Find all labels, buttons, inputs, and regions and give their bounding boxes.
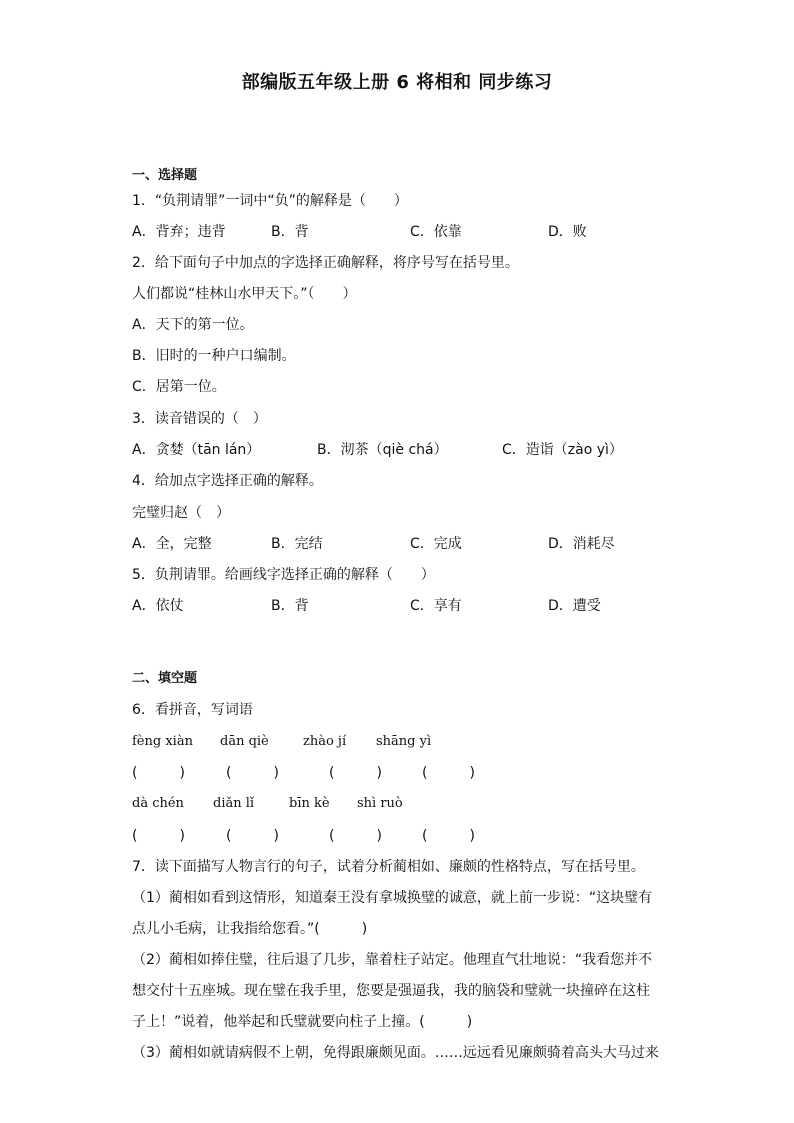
q4-option-d: D．消耗尽 (548, 536, 615, 552)
q5-option-a: A．依仗 (132, 598, 184, 614)
q2-option-c: C．居第一位。 (132, 379, 226, 395)
pinyin-8: shì ruò (357, 796, 403, 811)
pinyin-5: dà chén (132, 796, 184, 811)
question-4-sentence: 完璧归赵（ ） (132, 505, 230, 521)
q7-passage-3-line-1: （3）蔺相如就请病假不上朝，免得跟廉颇见面。……远远看见廉颇骑着高头大马过来 (132, 1045, 659, 1061)
q3-option-b: B．沏茶（qiè chá） (317, 442, 448, 458)
pinyin-3: zhào jí (303, 734, 347, 749)
pinyin-7: bīn kè (289, 796, 330, 811)
q7-passage-2-line-1: （2）蔺相如捧住璧，往后退了几步，靠着柱子站定。他理直气壮地说：“我看您并不 (132, 952, 653, 968)
q5-option-b: B．背 (271, 598, 309, 614)
q2-option-a: A．天下的第一位。 (132, 317, 254, 333)
question-2-sentence: 人们都说“桂林山水甲天下。”（ ） (132, 286, 357, 302)
question-7-stem: 7．读下面描写人物言行的句子，试着分析蔺相如、廉颇的性格特点，写在括号里。 (132, 859, 645, 875)
section-choice-heading: 一、选择题 (132, 168, 198, 183)
q7-passage-2-line-2: 想交付十五座城。现在璧在我手里，您要是强逼我，我的脑袋和璧就一块撞碎在这柱 (132, 983, 650, 999)
q4-option-b: B．完结 (271, 536, 323, 552)
answer-blank: ( ) (132, 828, 185, 844)
answer-blank: ( ) (422, 765, 475, 781)
section-fill-heading: 二、填空题 (132, 671, 198, 686)
q5-option-d: D．遭受 (548, 598, 601, 614)
answer-blank: ( ) (226, 765, 279, 781)
q7-passage-1-line-2: 点儿小毛病，让我指给您看。”( ) (132, 921, 368, 937)
q1-option-a: A．背弃；违背 (132, 224, 226, 240)
q2-option-b: B．旧时的一种户口编制。 (132, 348, 296, 364)
answer-blank: ( ) (422, 828, 475, 844)
q4-option-a: A．全，完整 (132, 536, 212, 552)
q7-passage-1-line-1: （1）蔺相如看到这情形，知道秦王没有拿城换璧的诚意，就上前一步说：“这块璧有 (132, 890, 653, 906)
page-title: 部编版五年级上册 6 将相和 同步练习 (241, 72, 553, 93)
q3-option-c: C．造诣（zào yì） (502, 442, 623, 458)
pinyin-6: diǎn lǐ (213, 796, 255, 811)
question-5-stem: 5．负荆请罪。给画线字选择正确的解释（ ） (132, 567, 435, 583)
question-1-stem: 1．“负荆请罪”一词中“负”的解释是（ ） (132, 193, 408, 209)
q5-option-c: C．享有 (410, 598, 462, 614)
pinyin-2: dān qiè (220, 734, 269, 749)
pinyin-1: fèng xiàn (132, 734, 193, 749)
answer-blank: ( ) (226, 828, 279, 844)
answer-blank: ( ) (329, 828, 382, 844)
q7-passage-2-line-3: 子上！”说着，他举起和氏璧就要向柱子上撞。( ) (132, 1014, 473, 1030)
q4-option-c: C．完成 (410, 536, 462, 552)
question-4-stem: 4．给加点字选择正确的解释。 (132, 473, 323, 489)
question-6-stem: 6．看拼音，写词语 (132, 702, 253, 718)
q1-option-b: B．背 (271, 224, 309, 240)
q1-option-c: C．依靠 (410, 224, 462, 240)
q3-option-a: A．贪婪（tān lán） (132, 442, 261, 458)
answer-blank: ( ) (329, 765, 382, 781)
q1-option-d: D．败 (548, 224, 587, 240)
pinyin-4: shāng yì (376, 734, 432, 749)
question-2-stem: 2．给下面句子中加点的字选择正确解释，将序号写在括号里。 (132, 255, 519, 271)
question-3-stem: 3．读音错误的（ ） (132, 411, 267, 427)
answer-blank: ( ) (132, 765, 185, 781)
